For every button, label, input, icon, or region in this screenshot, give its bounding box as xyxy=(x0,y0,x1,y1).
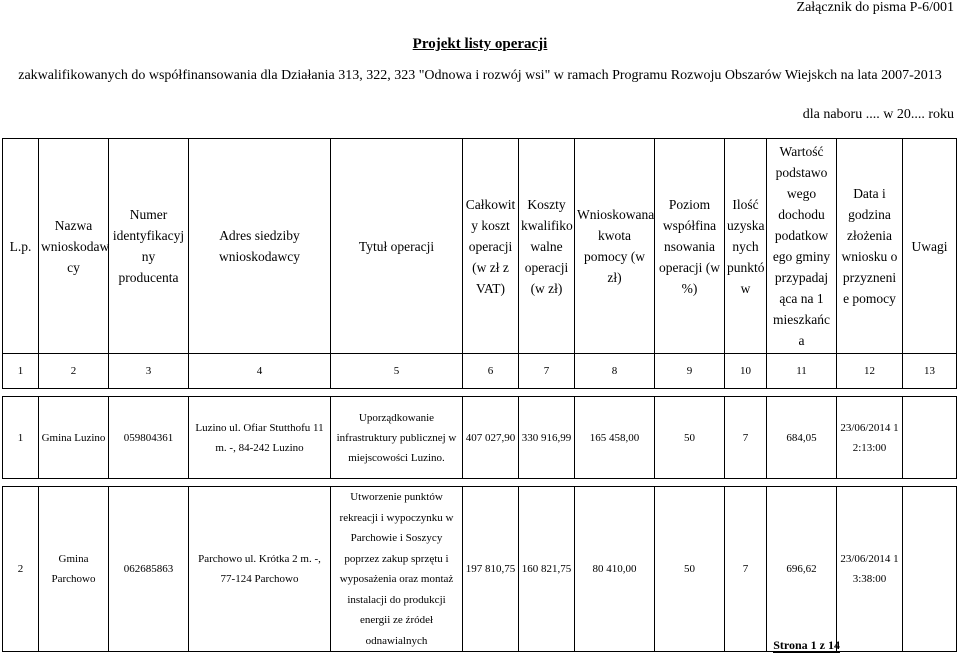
nabor-label: dla naboru .... w 20.... roku xyxy=(802,107,954,122)
cell-eligible-cost: 330 916,99 xyxy=(519,397,575,479)
column-number: 9 xyxy=(655,354,725,389)
cell-total-cost: 197 810,75 xyxy=(463,487,519,652)
column-number: 2 xyxy=(39,354,109,389)
cell-producer-id: 059804361 xyxy=(109,397,189,479)
column-number: 7 xyxy=(519,354,575,389)
column-number: 8 xyxy=(575,354,655,389)
column-number: 12 xyxy=(837,354,903,389)
column-number: 5 xyxy=(331,354,463,389)
table-row xyxy=(3,397,957,479)
cell-cofinancing-level: 50 xyxy=(655,487,725,652)
page-subtitle: zakwalifikowanych do współfinansowania dla Działania 313, 322, 323 "Odnowa i rozwój wsi" w ramach Programu Rozwoju Obszarów Wiejskch na lata 2007-2013 xyxy=(18,68,942,83)
header-cell-cofinancing-level: Poziom współfina nsowania operacji (w %) xyxy=(655,139,725,354)
column-number: 11 xyxy=(767,354,837,389)
cell-points: 7 xyxy=(725,487,767,652)
header-cell-eligible-cost: Koszty kwalifiko walne operacji (w zł) xyxy=(519,139,575,354)
header-cell-producer-id: Numer identyfikacyj ny producenta xyxy=(109,139,189,354)
attachment-label: Załącznik do pisma P-6/001 xyxy=(796,0,954,15)
header-cell-submission-date: Data i godzina złożenia wniosku o przyzneni e pomocy xyxy=(837,139,903,354)
column-number: 10 xyxy=(725,354,767,389)
header-cell-total-cost: Całkowit y koszt operacji (w zł z VAT) xyxy=(463,139,519,354)
row-separator xyxy=(3,479,957,487)
cell-cofinancing-level: 50 xyxy=(655,397,725,479)
row-separator-cell xyxy=(3,389,957,397)
cell-producer-id: 062685863 xyxy=(109,487,189,652)
cell-requested-amount: 80 410,00 xyxy=(575,487,655,652)
header-cell-remarks: Uwagi xyxy=(903,139,957,354)
table-row xyxy=(3,487,957,652)
cell-operation-title: Uporządkowanie infrastruktury publicznej w miejscowości Luzino. xyxy=(331,397,463,479)
header-cell-applicant-name: Nazwa wnioskodaw cy xyxy=(39,139,109,354)
column-number: 6 xyxy=(463,354,519,389)
cell-eligible-cost: 160 821,75 xyxy=(519,487,575,652)
page-number: Strona 1 z 14 xyxy=(773,638,840,652)
row-separator-cell xyxy=(3,479,957,487)
page-title: Projekt listy operacji xyxy=(412,36,548,52)
header-cell-operation-title: Tytuł operacji xyxy=(331,139,463,354)
cell-lp: 1 xyxy=(3,397,39,479)
table-header-row xyxy=(3,139,957,354)
row-separator xyxy=(3,389,957,397)
cell-address: Luzino ul. Ofiar Stutthofu 11 m. -, 84-242 Luzino xyxy=(189,397,331,479)
header-cell-address: Adres siedziby wnioskodawcy xyxy=(189,139,331,354)
header-cell-requested-amount: Wnioskowana kwota pomocy (w zł) xyxy=(575,139,655,354)
cell-remarks xyxy=(903,397,957,479)
cell-submission-date: 23/06/2014 1 3:38:00 xyxy=(837,487,903,652)
cell-address: Parchowo ul. Krótka 2 m. -, 77-124 Parchowo xyxy=(189,487,331,652)
column-number: 3 xyxy=(109,354,189,389)
cell-tax-income: 684,05 xyxy=(767,397,837,479)
operations-table xyxy=(2,138,957,652)
column-number-row xyxy=(3,354,957,389)
column-number: 4 xyxy=(189,354,331,389)
header-cell-points: Ilość uzyska nych punktó w xyxy=(725,139,767,354)
cell-remarks xyxy=(903,487,957,652)
cell-total-cost: 407 027,90 xyxy=(463,397,519,479)
column-number: 13 xyxy=(903,354,957,389)
cell-applicant-name: Gmina Luzino xyxy=(39,397,109,479)
cell-lp: 2 xyxy=(3,487,39,652)
cell-applicant-name: Gmina Parchowo xyxy=(39,487,109,652)
cell-operation-title: Utworzenie punktów rekreacji i wypoczynku w Parchowie i Soszycy poprzez zakup sprzętu i wyposażenia oraz montaż instalacji do produkcji energii ze źródeł odnawialnych xyxy=(331,487,463,652)
cell-requested-amount: 165 458,00 xyxy=(575,397,655,479)
cell-tax-income: 696,62 xyxy=(767,487,837,652)
header-cell-lp: L.p. xyxy=(3,139,39,354)
cell-points: 7 xyxy=(725,397,767,479)
column-number: 1 xyxy=(3,354,39,389)
header-cell-tax-income: Wartość podstawo wego dochodu podatkow ego gminy przypadaj ąca na 1 mieszkańc a xyxy=(767,139,837,354)
cell-submission-date: 23/06/2014 1 2:13:00 xyxy=(837,397,903,479)
